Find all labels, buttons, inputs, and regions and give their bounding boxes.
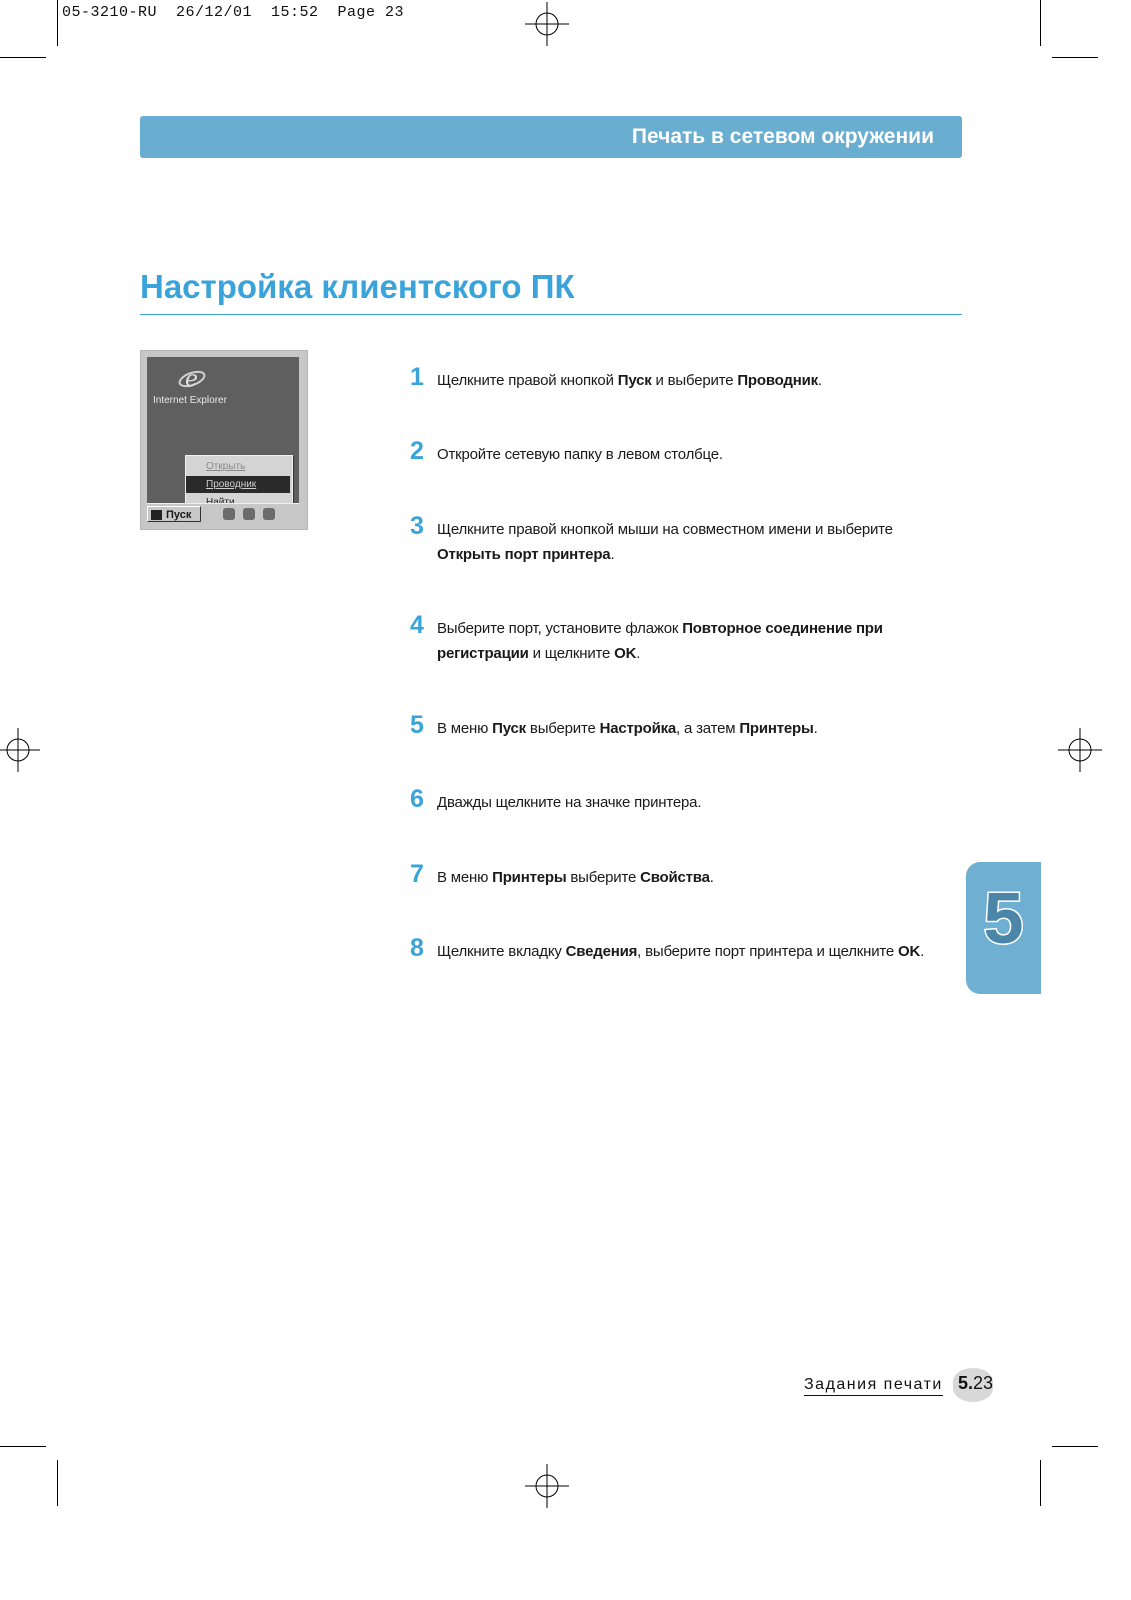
step-emphasis: Пуск: [617, 372, 652, 389]
svg-text:e: e: [185, 367, 199, 392]
step-number: 5: [410, 711, 424, 739]
registration-mark-icon: [525, 2, 569, 46]
chapter-tab: [966, 862, 1041, 994]
step-text: [437, 442, 970, 467]
step-emphasis: Настройка: [599, 720, 677, 737]
step-1: [410, 363, 970, 393]
step-fragment: выберите: [566, 869, 641, 886]
step-fragment: .: [920, 943, 925, 960]
step-fragment: Выберите порт, установите флажок: [437, 620, 683, 637]
crop-mark: [1052, 57, 1098, 58]
menu-item-explorer: Проводник: [186, 476, 290, 493]
step-number: 8: [410, 934, 424, 962]
step-emphasis: Свойства: [640, 869, 710, 886]
step-fragment: .: [813, 720, 818, 737]
step-8: [410, 934, 970, 964]
step-emphasis: Открыть порт принтера: [437, 546, 611, 563]
windows-flag-icon: [151, 510, 162, 520]
step-4: [410, 611, 970, 666]
taskbar: [147, 503, 299, 524]
step-fragment: .: [610, 546, 615, 563]
step-fragment: , а затем: [676, 720, 740, 737]
desktop-area: [147, 357, 299, 503]
step-emphasis: Принтеры: [492, 869, 567, 886]
step-6: [410, 785, 970, 815]
footer-chapter-label: Задания печати: [804, 1376, 943, 1396]
step-emphasis: OK: [898, 943, 921, 960]
step-emphasis: Сведения: [565, 943, 638, 960]
step-fragment: .: [817, 372, 822, 389]
chapter-number: 5: [983, 879, 1024, 959]
registration-mark-icon: [1058, 728, 1102, 772]
step-3: [410, 512, 970, 567]
crop-mark: [1040, 1460, 1041, 1506]
step-fragment: Откройте сетевую папку в левом столбце.: [437, 446, 723, 463]
step-5: [410, 711, 970, 741]
page-chapter: 5.: [958, 1373, 974, 1393]
step-emphasis: Пуск: [492, 720, 526, 737]
step-fragment: выберите: [525, 720, 600, 737]
step-text: [437, 865, 970, 890]
step-fragment: В меню: [437, 869, 493, 886]
step-text: [437, 368, 970, 393]
step-text: [437, 790, 970, 815]
registration-mark-icon: [525, 1464, 569, 1508]
tray-icon: [263, 508, 275, 520]
step-fragment: и выберите: [651, 372, 738, 389]
crop-mark: [0, 57, 46, 58]
step-emphasis: Проводник: [737, 372, 818, 389]
step-fragment: В меню: [437, 720, 493, 737]
step-number: 2: [410, 437, 424, 465]
tray-icon: [243, 508, 255, 520]
step-emphasis: Повторное соединение при регистрации: [437, 620, 883, 662]
explorer-screenshot: [140, 350, 308, 530]
step-7: [410, 860, 970, 890]
tray-icon: [223, 508, 235, 520]
step-number: 4: [410, 611, 424, 639]
step-fragment: Щелкните правой кнопкой мыши на совместном имени и выберите: [437, 521, 893, 538]
step-number: 3: [410, 512, 424, 540]
print-slug: 05-3210-RU 26/12/01 15:52 Page 23: [62, 4, 405, 21]
title-divider: [140, 314, 962, 315]
step-text: [437, 517, 970, 567]
step-number: 7: [410, 860, 424, 888]
step-fragment: Щелкните правой кнопкой: [437, 372, 618, 389]
registration-mark-icon: [0, 728, 40, 772]
step-emphasis: OK: [614, 645, 637, 662]
step-number: 6: [410, 785, 424, 813]
step-text: [437, 716, 970, 741]
internet-explorer-icon: [177, 363, 207, 393]
section-header-bar: [140, 116, 962, 158]
step-fragment: Дважды щелкните на значке принтера.: [437, 794, 702, 811]
step-fragment: Щелкните вкладку: [437, 943, 566, 960]
step-text: [437, 616, 970, 666]
start-button: [147, 506, 201, 522]
crop-mark: [0, 1446, 46, 1447]
step-fragment: .: [709, 869, 714, 886]
page-number: [958, 1373, 993, 1394]
crop-mark: [1052, 1446, 1098, 1447]
step-text: [437, 939, 970, 964]
start-button-label: Пуск: [166, 509, 192, 521]
step-emphasis: Принтеры: [739, 720, 814, 737]
step-fragment: .: [636, 645, 641, 662]
menu-item-open: Открыть: [206, 461, 246, 472]
page-index: 23: [973, 1373, 994, 1393]
crop-mark: [1040, 0, 1041, 46]
page-title: Настройка клиентского ПК: [140, 268, 575, 305]
step-fragment: , выберите порт принтера и щелкните: [637, 943, 899, 960]
desktop-icon-label: Internet Explorer: [153, 395, 227, 406]
step-2: [410, 437, 970, 467]
section-header: Печать в сетевом окружении: [631, 125, 934, 148]
step-fragment: и щелкните: [528, 645, 615, 662]
crop-mark: [57, 1460, 58, 1506]
step-number: 1: [410, 363, 424, 391]
crop-mark: [57, 0, 58, 46]
